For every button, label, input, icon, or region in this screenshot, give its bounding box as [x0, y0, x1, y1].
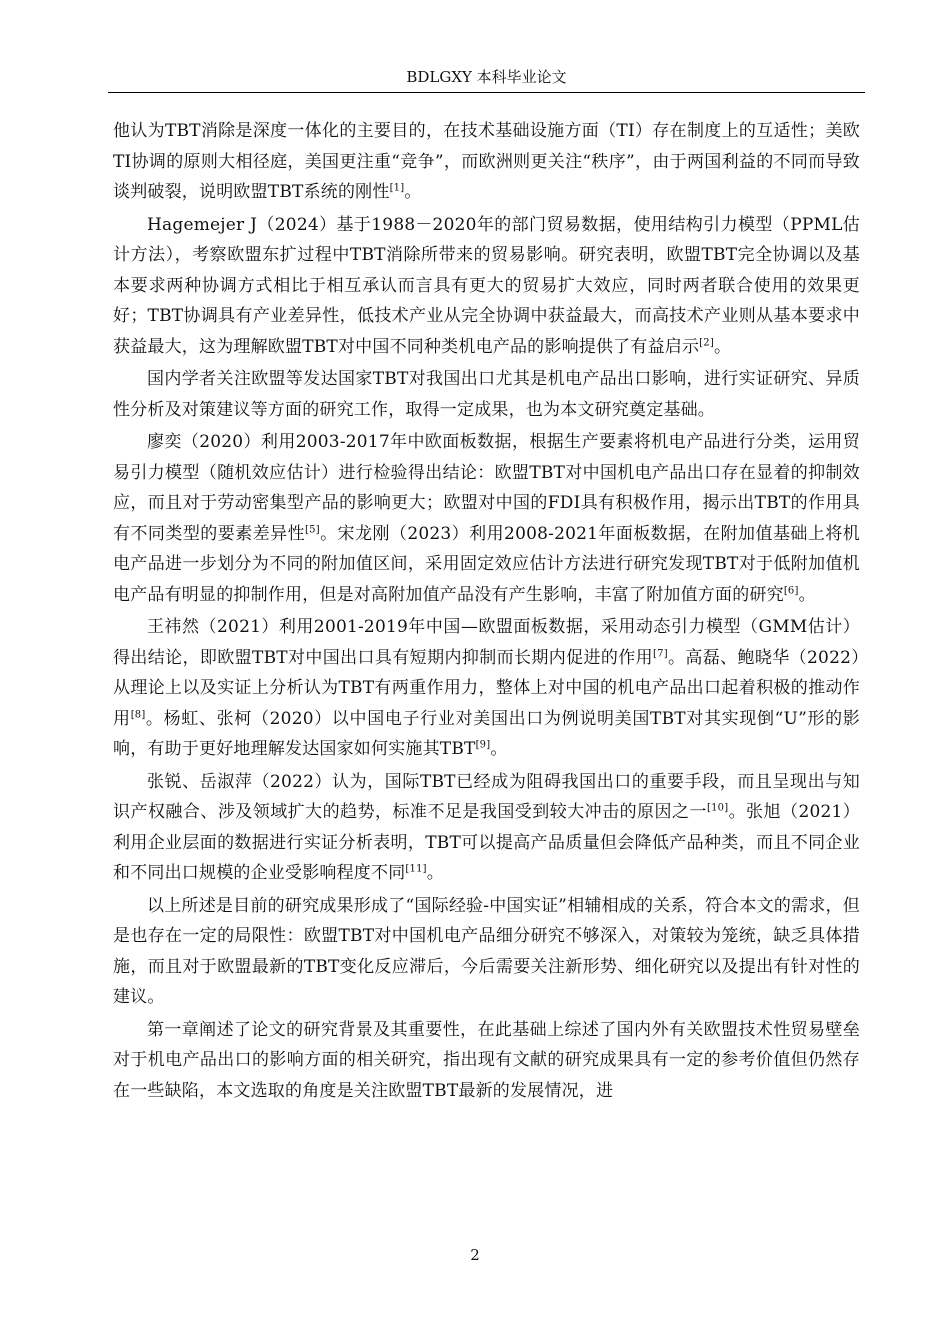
page-number: 2: [470, 1246, 480, 1264]
paragraph-6: 张锐、岳淑萍（2022）认为，国际TBT已经成为阻碍我国出口的重要手段，而且呈现出与知识产权融合、涉及领域扩大的趋势，标准不足是我国受到较大冲击的原因之一[10]。张旭（2021）利用企业层面的数据进行实证分析表明，TBT可以提高产品质量但会降低产品种类，而且不同企业和不同出口规模的企业受影响程度不同[11]。: [113, 771, 860, 883]
page-header: [108, 66, 865, 93]
citation: [9]: [475, 739, 491, 751]
citation: [11]: [405, 863, 427, 875]
citation: [8]: [130, 708, 146, 720]
citation: [10]: [706, 802, 729, 814]
paragraph-7: 以上所述是目前的研究成果形成了“国际经验-中国实证”相辅相成的关系，符合本文的需求，但是也存在一定的局限性：欧盟TBT对中国机电产品细分研究不够深入，对策较为笼统，缺乏具体措施，而且对于欧盟最新的TBT变化反应滞后，今后需要关注新形势、细化研究以及提出有针对性的建议。: [113, 895, 860, 1007]
paragraph-2: Hagemejer J（2024）基于1988－2020年的部门贸易数据，使用结构引力模型（PPML估计方法），考察欧盟东扩过程中TBT消除所带来的贸易影响。研究表明，欧盟TBT完全协调以及基本要求两种协调方式相比于相互承认而言具有更大的贸易扩大效应，同时两者联合使用的效果更好；TBT协调具有产业差异性，低技术产业从完全协调中获益最大，而高技术产业则从基本要求中获益最大，这为理解欧盟TBT对中国不同种类机电产品的影响提供了有益启示[2]。: [113, 214, 860, 357]
citation: [1]: [389, 182, 405, 194]
citation: [7]: [653, 647, 668, 659]
paragraph-1: 他认为TBT消除是深度一体化的主要目的，在技术基础设施方面（TI）存在制度上的互适性；美欧TI协调的原则大相径庭，美国更注重“竞争”，而欧洲则更关注“秩序”，由于两国利益的不同而导致谈判破裂，说明欧盟TBT系统的刚性[1]。: [113, 121, 860, 202]
paragraph-3: 国内学者关注欧盟等发达国家TBT对我国出口尤其是机电产品出口影响，进行实证研究、异质性分析及对策建议等方面的研究工作，取得一定成果，也为本文研究奠定基础。: [113, 369, 860, 420]
citation: [5]: [305, 523, 320, 535]
citation: [2]: [699, 336, 714, 348]
document-body: [113, 116, 860, 1108]
paragraph-4: 廖奕（2020）利用2003-2017年中欧面板数据，根据生产要素将机电产品进行分类，运用贸易引力模型（随机效应估计）进行检验得出结论：欧盟TBT对中国机电产品出口存在显着的抑制效应，而且对于劳动密集型产品的影响更大；欧盟对中国的FDI具有积极作用，揭示出TBT的作用具有不同类型的要素差异性[5]。宋龙刚（2023）利用2008-2021年面板数据，在附加值基础上将机电产品进一步划分为不同的附加值区间，采用固定效应估计方法进行研究发现TBT对于低附加值机电产品有明显的抑制作用，但是对高附加值产品没有产生影响，丰富了附加值方面的研究[6]。: [113, 432, 861, 605]
paragraph-8: 第一章阐述了论文的研究背景及其重要性，在此基础上综述了国内外有关欧盟技术性贸易壁垒对于机电产品出口的影响方面的相关研究，指出现有文献的研究成果具有一定的参考价值但仍然存在一些缺陷，本文选取的角度是关注欧盟TBT最新的发展情况，进: [113, 1019, 860, 1101]
paragraph-5: 王祎然（2021）利用2001-2019年中国—欧盟面板数据，采用动态引力模型（GMM估计）得出结论，即欧盟TBT对中国出口具有短期内抑制而长期内促进的作用[7]。高磊、鲍晓华（2022）从理论上以及实证上分析认为TBT有两重作用力，整体上对中国的机电产品出口起着积极的推动作用[8]。杨虹、张柯（2020）以中国电子行业对美国出口为例说明美国TBT对其实现倒“U”形的影响，有助于更好地理解发达国家如何实施其TBT[9]。: [113, 617, 860, 759]
header-title: BDLGXY 本科毕业论文: [406, 68, 567, 86]
citation: [6]: [783, 584, 799, 596]
